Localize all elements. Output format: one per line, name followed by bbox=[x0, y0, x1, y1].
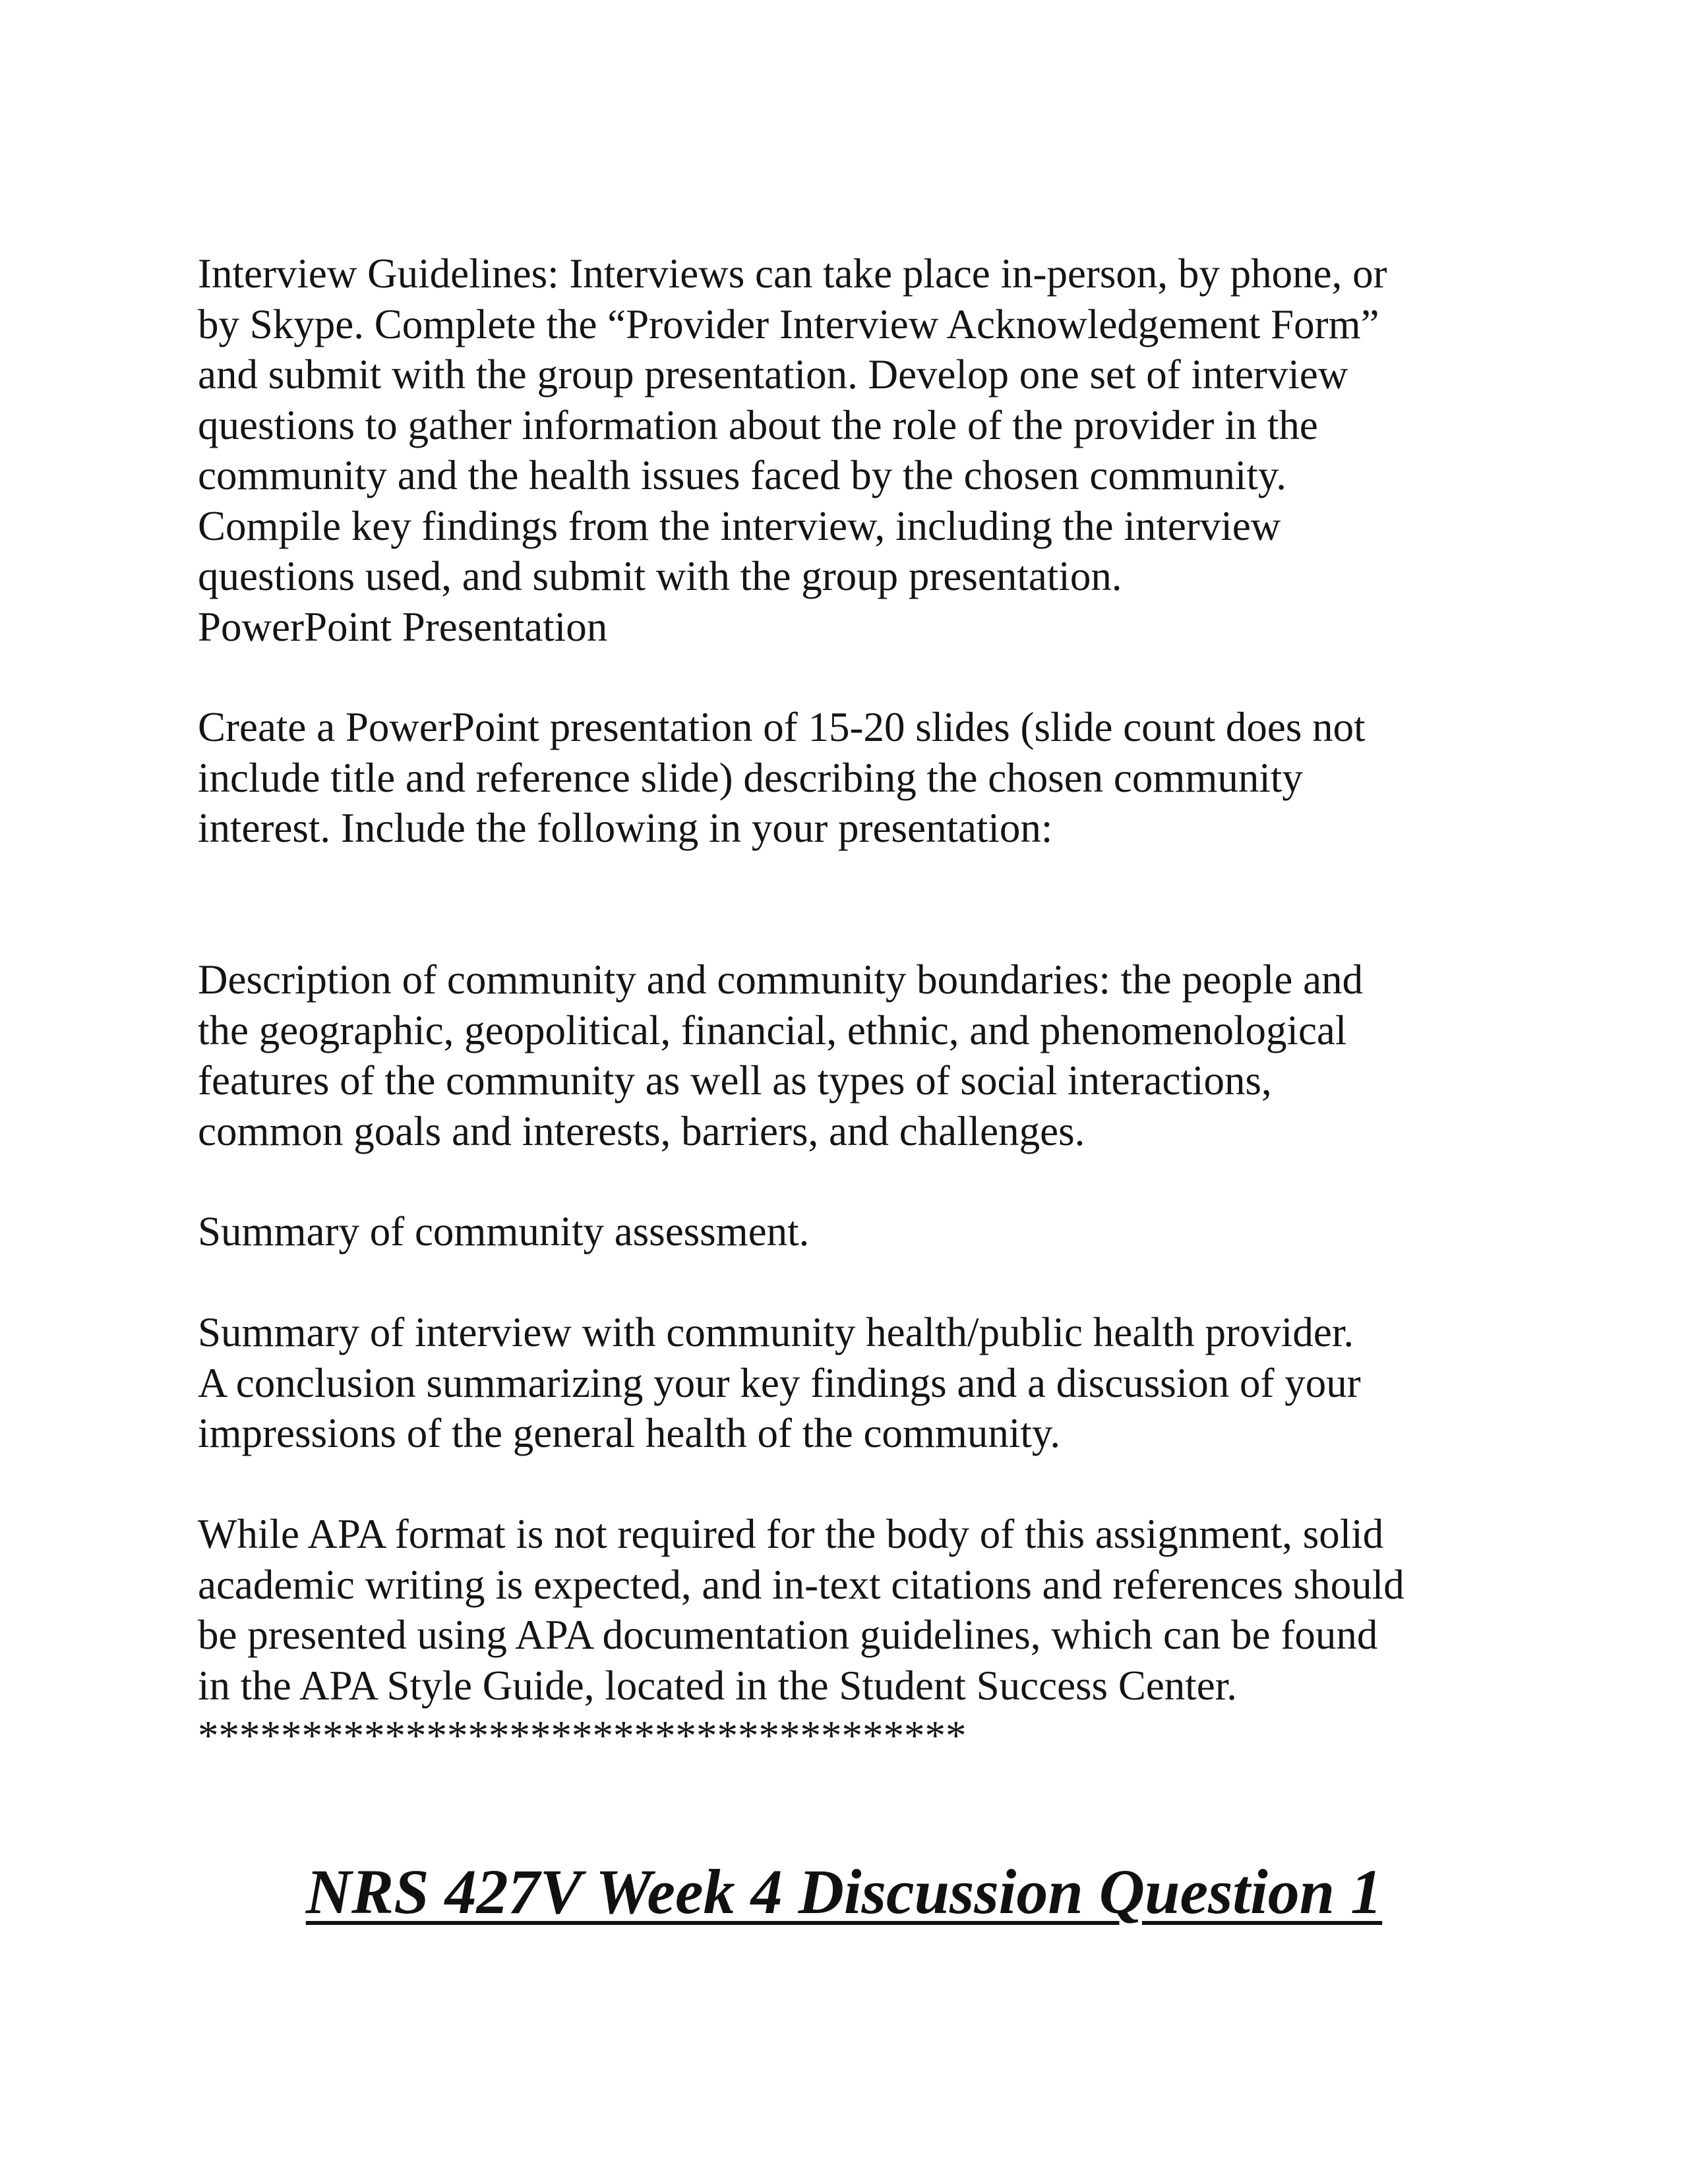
apa-note-paragraph bbox=[198, 1509, 1517, 1761]
section-label: PowerPoint Presentation bbox=[198, 603, 608, 650]
text-line: be presented using APA documentation guidelines, which can be found bbox=[198, 1612, 1378, 1658]
text-line: Summary of community assessment. bbox=[198, 1208, 810, 1254]
text-line: community and the health issues faced by the chosen community. bbox=[198, 452, 1287, 498]
text-line: by Skype. Complete the “Provider Interview Acknowledgement Form” bbox=[198, 301, 1379, 347]
text-line: questions to gather information about the role of the provider in the bbox=[198, 401, 1318, 448]
text-line: Compile key findings from the interview, including the interview bbox=[198, 502, 1281, 549]
asterisk-separator: ************************************* bbox=[198, 1713, 967, 1759]
text-line: Create a PowerPoint presentation of 15-20 slides (slide count does not bbox=[198, 704, 1366, 750]
text-line: features of the community as well as types of social interactions, bbox=[198, 1057, 1272, 1104]
text-line: the geographic, geopolitical, financial, ethnic, and phenomenological bbox=[198, 1007, 1347, 1053]
text-line: academic writing is expected, and in-text citations and references should bbox=[198, 1561, 1404, 1608]
text-line: include title and reference slide) describing the chosen community bbox=[198, 754, 1303, 801]
text-line: questions used, and submit with the group presentation. bbox=[198, 553, 1122, 599]
text-line: impressions of the general health of the community. bbox=[198, 1410, 1061, 1456]
discussion-question-heading: NRS 427V Week 4 Discussion Question 1 bbox=[305, 1856, 1383, 1927]
text-line: common goals and interests, barriers, and challenges. bbox=[198, 1107, 1085, 1154]
text-line: and submit with the group presentation. Develop one set of interview bbox=[198, 351, 1348, 398]
text-line: While APA format is not required for the body of this assignment, solid bbox=[198, 1511, 1384, 1557]
text-line: in the APA Style Guide, located in the Student Success Center. bbox=[198, 1662, 1238, 1709]
community-description-paragraph bbox=[198, 955, 1517, 1156]
powerpoint-intro-paragraph bbox=[198, 702, 1517, 854]
text-line: Description of community and community boundaries: the people and bbox=[198, 957, 1364, 1003]
interview-guidelines-paragraph bbox=[198, 249, 1517, 652]
text-line: Interview Guidelines: Interviews can take place in-person, by phone, or bbox=[198, 251, 1387, 297]
assessment-summary-paragraph bbox=[198, 1206, 1517, 1257]
text-line: A conclusion summarizing your key findings and a discussion of your bbox=[198, 1359, 1361, 1406]
interview-summary-paragraph bbox=[198, 1307, 1517, 1459]
text-line: Summary of interview with community health/public health provider. bbox=[198, 1309, 1354, 1355]
text-line: interest. Include the following in your presentation: bbox=[198, 805, 1053, 851]
